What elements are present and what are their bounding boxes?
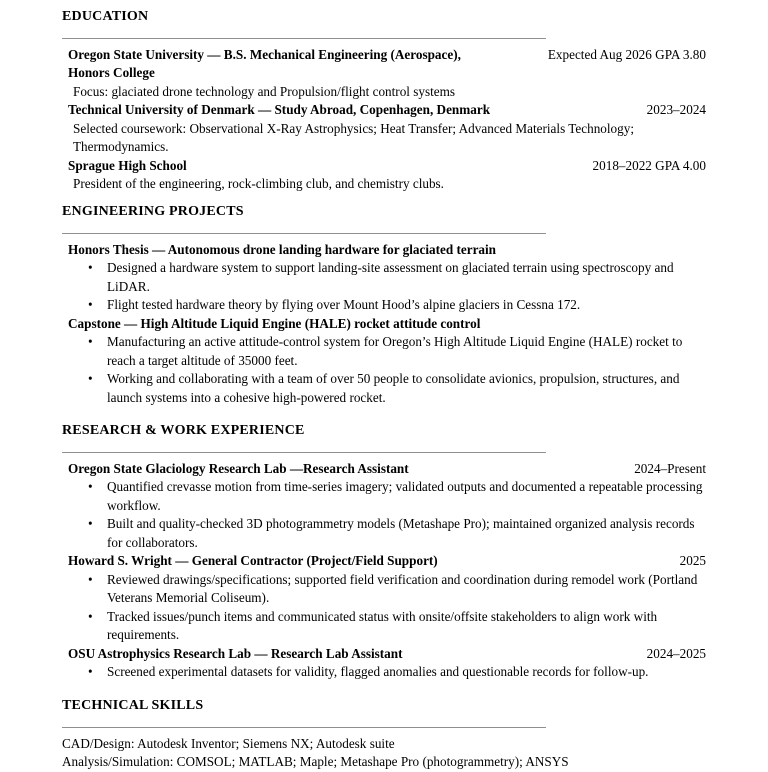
bullet-dot-icon: •: [88, 516, 93, 532]
bullet-item: [62, 333, 706, 370]
entry-title: Howard S. Wright — General Contractor (Project/Field Support): [68, 553, 438, 569]
bullet-text: Designed a hardware system to support landing-site assessment on glaciated terrain using spectroscopy and LiDAR.: [107, 260, 674, 294]
section-content: [62, 241, 706, 408]
bullet-item: [62, 663, 706, 682]
entry-subline: Selected coursework: Observational X-Ray Astrophysics; Heat Transfer; Advanced Materials Technology; Thermodynamics.: [73, 120, 635, 155]
section-content: [62, 46, 706, 194]
section-divider: [62, 452, 546, 453]
bullet-text: Reviewed drawings/specifications; supported field verification and coordination during remodel work (Portland Veterans Memorial Coliseum).: [107, 571, 698, 606]
resume-section: [0, 191, 768, 407]
bullet-text: Manufacturing an active attitude-control system for Oregon’s High Altitude Liquid Engine (HALE) rocket to reach a target altitude of 35000 feet.: [107, 334, 683, 368]
bullet-text: Working and collaborating with a team of over 50 people to consolidate avionics, propulsion, structures, and launch systems into a cohesive high-powered rocket.: [107, 371, 680, 405]
entry-date: 2025: [679, 553, 706, 569]
entry-title: Sprague High School: [68, 157, 187, 173]
bullet-item: [62, 259, 706, 296]
entry-subline: Focus: glaciated drone technology and Propulsion/flight control systems: [73, 83, 456, 99]
entry-date: 2023–2024: [646, 102, 706, 118]
entry-header: [68, 552, 706, 571]
bullet-item: [62, 370, 706, 407]
entry-header: [68, 315, 706, 334]
section-title: ENGINEERING PROJECTS: [62, 203, 244, 219]
section-title: EDUCATION: [62, 8, 149, 24]
bullet-item: [62, 608, 706, 645]
section-divider: [62, 727, 546, 728]
entry-title: Oregon State Glaciology Research Lab —Research Assistant: [68, 460, 409, 476]
bullet-text: Built and quality-checked 3D photogrammetry models (Metashape Pro); maintained organized analysis records for collaborators.: [107, 516, 695, 550]
entry-header: [68, 101, 706, 120]
bullet-dot-icon: •: [88, 371, 93, 387]
section-content: [62, 735, 706, 772]
bullet-dot-icon: •: [88, 664, 93, 680]
bullet-item: [62, 478, 706, 515]
entry-header: [68, 645, 706, 664]
section-title: RESEARCH & WORK EXPERIENCE: [62, 422, 305, 438]
bullet-dot-icon: •: [88, 571, 93, 587]
entry-date: Expected Aug 2026 GPA 3.80: [547, 46, 706, 62]
bullet-text: Screened experimental datasets for validity, flagged anomalies and questionable records for follow-up.: [107, 664, 649, 680]
entry-title: Honors Thesis — Autonomous drone landing hardware for glaciated terrain: [68, 241, 497, 257]
bullet-text: Flight tested hardware theory by flying over Mount Hood’s alpine glaciers in Cessna 172.: [107, 297, 581, 313]
skills-line: Analysis/Simulation: COMSOL; MATLAB; Maple; Metashape Pro (photogrammetry); ANSYS: [62, 754, 569, 770]
bullet-item: [62, 296, 706, 315]
entry-title: Capstone — High Altitude Liquid Engine (HALE) rocket attitude control: [68, 315, 481, 331]
resume-section: [0, 410, 768, 682]
skills-line: CAD/Design: Autodesk Inventor; Siemens NX; Autodesk suite: [62, 735, 395, 751]
section-divider: [62, 233, 546, 234]
entry-title: Oregon State University — B.S. Mechanical Engineering (Aerospace), Honors College: [68, 46, 461, 81]
bullet-text: Quantified crevasse motion from time-series imagery; validated outputs and documented a repeatable processing workflow.: [107, 479, 703, 513]
entry-date: 2024–Present: [634, 460, 706, 476]
entry-header: [68, 460, 706, 479]
entry-date: 2024–2025: [646, 645, 706, 661]
bullet-text: Tracked issues/punch items and communicated status with onsite/offsite stakeholders to align work with requirements.: [107, 608, 658, 643]
bullet-dot-icon: •: [88, 608, 93, 624]
section-divider: [62, 38, 546, 39]
entry-subline: President of the engineering, rock-climbing club, and chemistry clubs.: [73, 176, 444, 192]
bullet-dot-icon: •: [88, 479, 93, 495]
bullet-item: [62, 515, 706, 552]
section-title: TECHNICAL SKILLS: [62, 697, 204, 713]
resume-section: [0, 685, 768, 772]
entry-header: [68, 241, 706, 260]
bullet-dot-icon: •: [88, 297, 93, 313]
entry-title: OSU Astrophysics Research Lab — Research Lab Assistant: [68, 645, 403, 661]
entry-header: [68, 46, 706, 83]
section-content: [62, 460, 706, 682]
bullet-item: [62, 571, 706, 608]
bullet-dot-icon: •: [88, 260, 93, 276]
entry-title: Technical University of Denmark — Study Abroad, Copenhagen, Denmark: [68, 102, 491, 118]
bullet-dot-icon: •: [88, 334, 93, 350]
entry-header: [68, 157, 706, 176]
resume-section: [0, 0, 768, 194]
entry-date: 2018–2022 GPA 4.00: [592, 157, 706, 173]
